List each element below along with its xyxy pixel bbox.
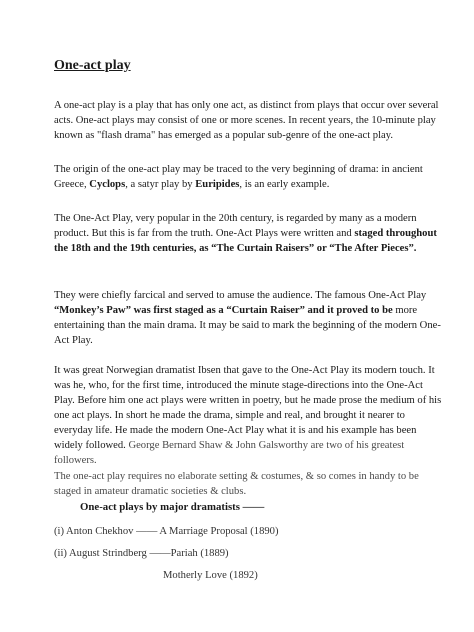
origin-text: The origin of the one-act play may be traced to the very beginning of drama: in ancient Greece,	[54, 164, 423, 190]
list-item: (i) Anton Chekhov —— A Marriage Proposal (1890)	[54, 526, 279, 537]
ibsen-text: It was great Norwegian dramatist Ibsen that gave to the One-Act Play its modern touch. It was he, who, for the first time, introduced the minute stage-directions into the One-Act Play. Before him one act plays were written in poetry, but he made prose the medium of his one act plays. In short he made the drama, simple and real, and brought it nearer to everyday life. He made the modern One-Act Play what it is and his example has been widely followed.	[54, 365, 442, 451]
paragraph-origin	[54, 162, 446, 192]
ibsen-followers: George Bernard Shaw & John Galsworthy are two of his greatest followers.	[54, 440, 405, 466]
paragraph-history	[54, 211, 446, 256]
page-title: One-act play	[54, 58, 131, 73]
history-bold: staged throughout the 18th and the 19th centuries, as “The Curtain Raisers” or “The After Pieces”.	[54, 228, 437, 254]
paragraph-farcical	[54, 288, 446, 348]
cyclops-bold: Cyclops	[89, 179, 126, 190]
paragraph-definition: A one-act play is a play that has only one act, as distinct from plays that occur over several acts. One-act plays may consist of one or more scenes. In recent years, the 10-minute play known as "flash drama" has emerged as a popular sub-genre of the one-act play.	[54, 100, 439, 141]
list-item: Motherly Love (1892)	[163, 570, 258, 581]
farcical-text: They were chiefly farcical and served to amuse the audience. The famous One-Act Play	[54, 290, 427, 301]
origin-post: , is an early example.	[239, 179, 330, 190]
list-item: (ii) August Strindberg ——Pariah (1889)	[54, 548, 229, 559]
monkeys-paw-bold: “Monkey’s Paw” was first staged as a “Curtain Raiser” and it proved to be	[54, 305, 393, 316]
farcical-post: more entertaining than the main drama. It may be said to mark the beginning of the modern One-Act Play.	[54, 305, 441, 346]
euripides-bold: Euripides	[195, 179, 240, 190]
section-subheading: One-act plays by major dramatists ——	[80, 501, 265, 513]
history-text: The One-Act Play, very popular in the 20th century, is regarded by many as a modern product. But this is far from the truth. One-Act Plays were written and	[54, 213, 417, 239]
paragraph-setting: The one-act play requires no elaborate setting & costumes, & so comes in handy to be staged in amateur dramatic societies & clubs.	[54, 471, 419, 497]
paragraph-ibsen	[54, 363, 446, 468]
origin-mid: , a satyr play by	[125, 179, 196, 190]
